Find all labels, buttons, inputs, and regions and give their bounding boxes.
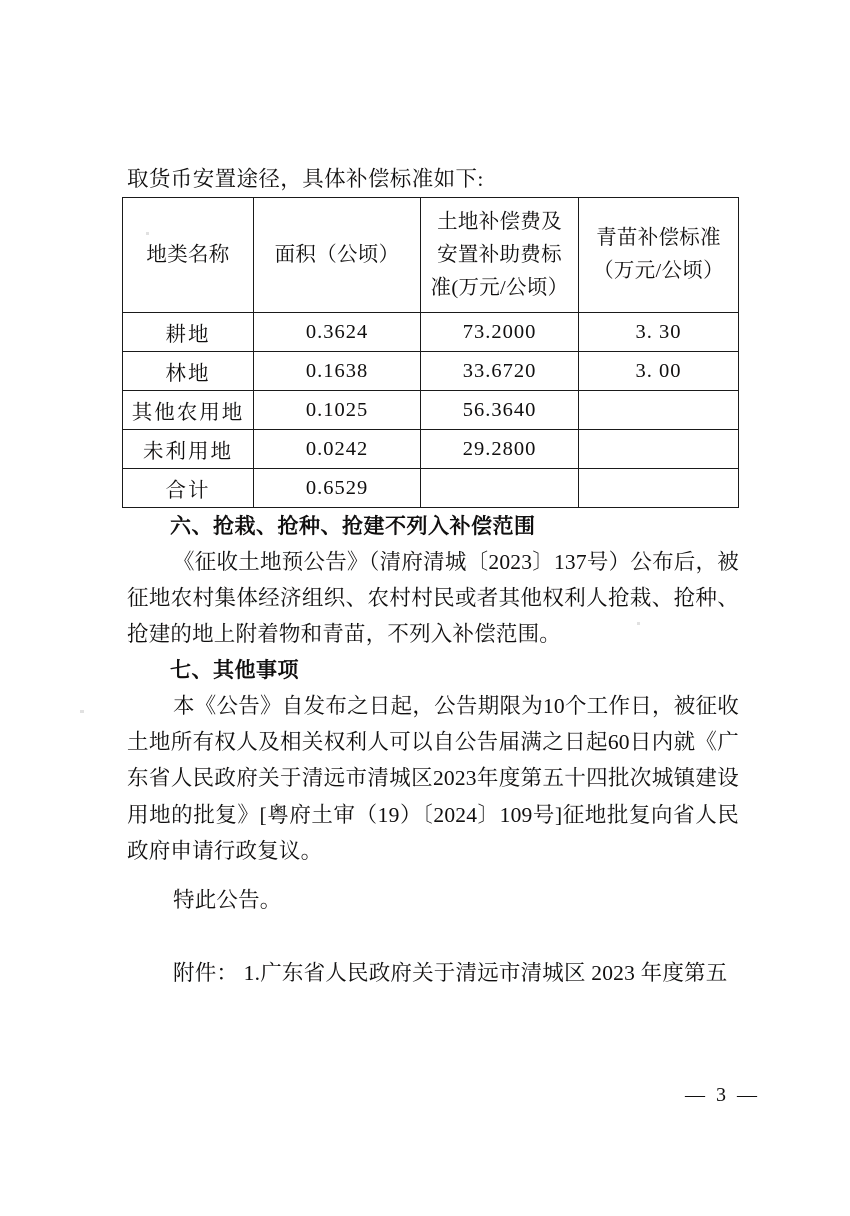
compensation-table (122, 197, 739, 508)
header-land-compensation-line3: 准(万元/公顷） (430, 276, 569, 299)
header-crop-compensation-line1: 青苗补偿标准 (596, 227, 721, 249)
cell-land-compensation: 29.2800 (421, 430, 579, 469)
lead-line: 取货币安置途径，具体补偿标准如下: (127, 167, 484, 191)
header-crop-compensation-line2: （万元/公顷） (593, 260, 724, 282)
cell-land-type: 林地 (123, 352, 254, 391)
scan-speck (146, 232, 149, 235)
table-row (123, 313, 739, 352)
section-six (127, 508, 739, 653)
cell-land-compensation: 73.2000 (421, 313, 579, 352)
cell-crop-compensation: 3. 00 (579, 352, 739, 391)
cell-land-compensation: 56.3640 (421, 391, 579, 430)
cell-land-compensation: 33.6720 (421, 352, 579, 391)
closing-statement: 特此公告。 (173, 888, 282, 912)
cell-land-type: 其他农用地 (123, 391, 254, 430)
table-row (123, 391, 739, 430)
table-row-total (123, 469, 739, 508)
table-row (123, 352, 739, 391)
cell-area: 0.0242 (254, 430, 421, 469)
cell-land-compensation (421, 469, 579, 508)
cell-area: 0.6529 (254, 469, 421, 508)
table-header-row (123, 198, 739, 313)
section-seven-heading: 七、其他事项 (170, 658, 299, 682)
scan-speck (637, 622, 640, 625)
section-seven (127, 652, 739, 869)
cell-crop-compensation: 3. 30 (579, 313, 739, 352)
page-number: — 3 — (685, 1084, 760, 1106)
header-land-type: 地类名称 (123, 198, 254, 313)
cell-area: 0.1025 (254, 391, 421, 430)
cell-land-type: 未利用地 (123, 430, 254, 469)
attachment-line: 附件： 1.广东省人民政府关于清远市清城区 2023 年度第五 (173, 961, 728, 985)
header-land-compensation-line1: 土地补偿费及 (437, 210, 562, 233)
table-row (123, 430, 739, 469)
section-seven-paragraph: 本《公告》自发布之日起，公告期限为10个工作日，被征收土地所有权人及相关权利人可以自公告届满之日起60日内就《广东省人民政府关于清远市清城区2023年度第五十四批次城镇建设用地的批复》[粤府土审（19）〔2024〕109号]征地批复向省人民政府申请行政复议。 (127, 694, 739, 863)
section-six-heading: 六、抢栽、抢种、抢建不列入补偿范围 (170, 514, 536, 538)
header-land-compensation (421, 198, 579, 313)
header-area: 面积（公顷） (254, 198, 421, 313)
header-crop-compensation (579, 198, 739, 313)
cell-area: 0.3624 (254, 313, 421, 352)
cell-crop-compensation (579, 469, 739, 508)
scan-speck (80, 710, 84, 713)
section-six-paragraph: 《征收土地预公告》（清府清城〔2023〕137号）公布后，被征地农村集体经济组织、农村村民或者其他权利人抢栽、抢种、抢建的地上附着物和青苗，不列入补偿范围。 (127, 550, 739, 647)
cell-crop-compensation (579, 391, 739, 430)
cell-crop-compensation (579, 430, 739, 469)
cell-land-type: 耕地 (123, 313, 254, 352)
header-land-compensation-line2: 安置补助费标 (437, 243, 562, 266)
cell-area: 0.1638 (254, 352, 421, 391)
cell-land-type: 合计 (123, 469, 254, 508)
